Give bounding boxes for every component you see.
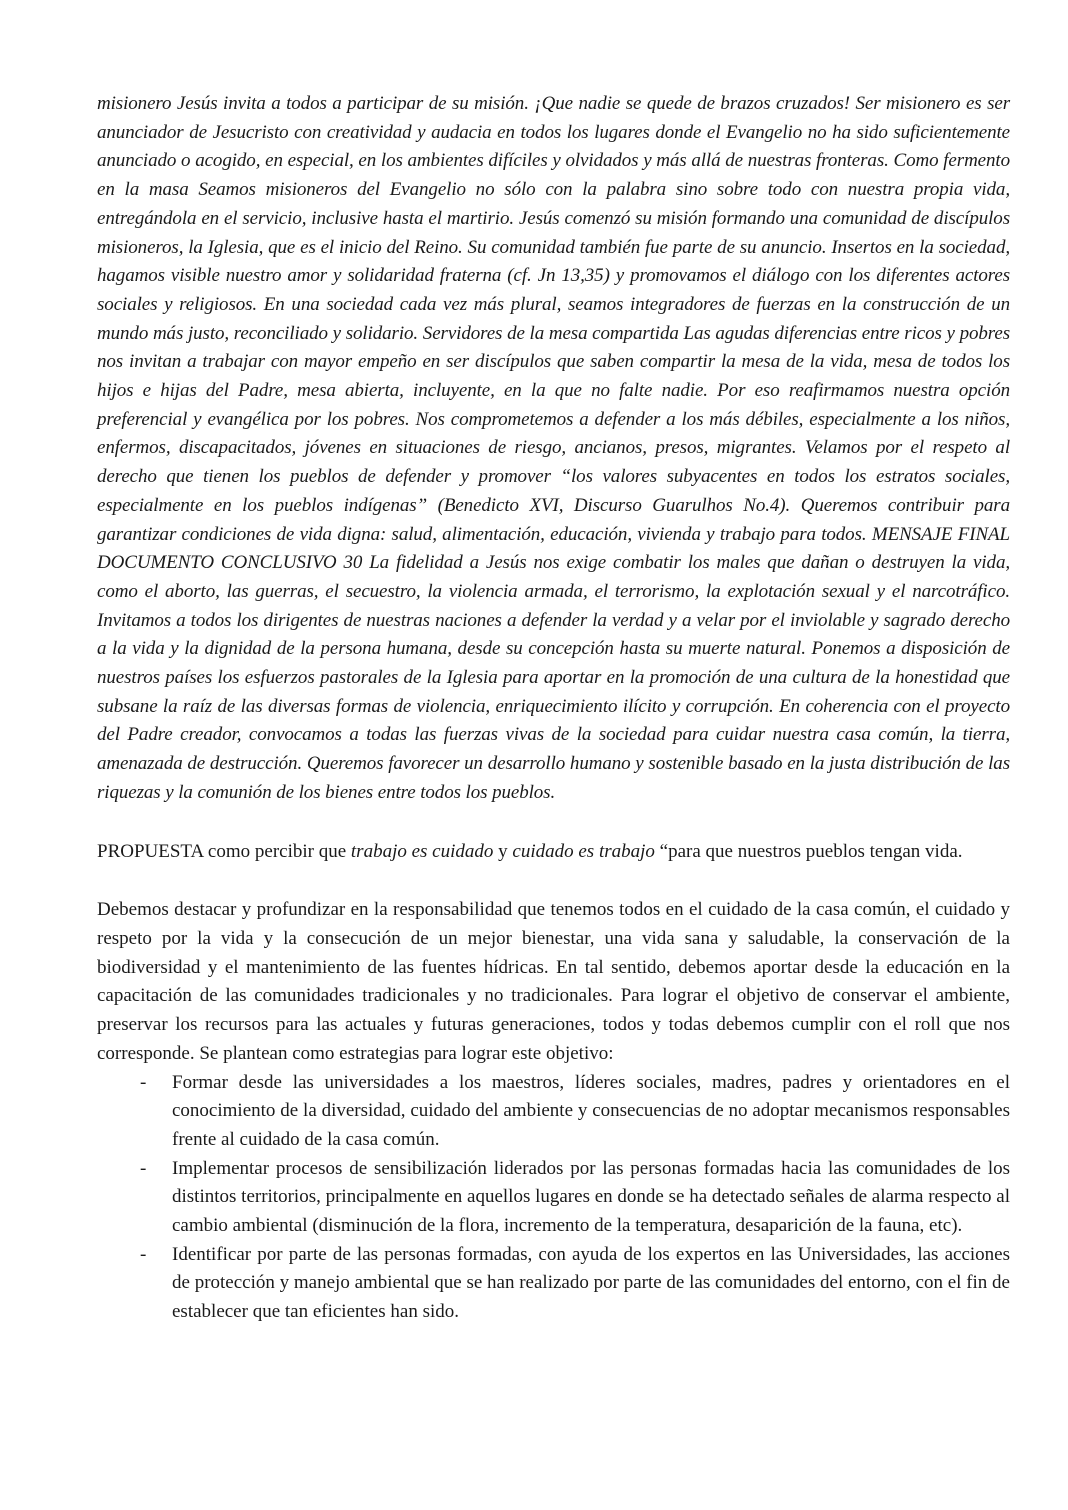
list-item	[97, 1241, 1010, 1327]
strategy-list	[97, 1069, 1010, 1327]
document-page	[97, 90, 1010, 1327]
propuesta-tail: “para que nuestros pueblos tengan vida.	[654, 840, 963, 862]
list-item-text: Formar desde las universidades a los maestros, líderes sociales, madres, padres y orientadores en el conocimiento de la diversidad, cuidado del ambiente y consecuencias de no adoptar mecanismos responsables frente al cuidado de la casa común.	[172, 1071, 1010, 1150]
bullet-marker: -	[140, 1157, 147, 1179]
list-item-text: Implementar procesos de sensibilización liderados por las personas formadas hacia las comunidades de los distintos territorios, principalmente en aquellos lugares en donde se ha detectado señales de alarma respecto al cambio ambiental (disminución de la flora, incremento de la temperatura, desaparición de la fauna, etc).	[172, 1157, 1010, 1237]
list-item	[97, 1155, 1010, 1241]
propuesta-lead: PROPUESTA como percibir que	[97, 840, 351, 862]
propuesta-emphasis-2: cuidado es trabajo	[512, 840, 655, 862]
list-item	[97, 1069, 1010, 1155]
propuesta-emphasis-1: trabajo es cuidado	[350, 840, 494, 862]
propuesta-mid: y	[493, 840, 513, 862]
list-item-text: Identificar por parte de las personas formadas, con ayuda de los expertos en las Universidades, las acciones de protección y manejo ambiental que se han realizado por parte de las comunidades del entorno, con el fin de establecer que tan eficientes han sido.	[172, 1243, 1010, 1323]
italic-quoted-paragraph: misionero Jesús invita a todos a participar de su misión. ¡Que nadie se quede de brazos cruzados! Ser misionero es ser anunciador de Jesucristo con creatividad y audacia en todos los lugares donde el Evangelio no ha sido suficientemente anunciado o acogido, en especial, en los ambientes difíciles y olvidados y más allá de nuestras fronteras. Como fermento en la masa Seamos misioneros del Evangelio no sólo con la palabra sino sobre todo con nuestra propia vida, entregándola en el servicio, inclusive hasta el martirio. Jesús comenzó su misión formando una comunidad de discípulos misioneros, la Iglesia, que es el inicio del Reino. Su comunidad también fue parte de su anuncio. Insertos en la sociedad, hagamos visible nuestro amor y solidaridad fraterna (cf. Jn 13,35) y promovamos el diálogo con los diferentes actores sociales y religiosos. En una sociedad cada vez más plural, seamos integradores de fuerzas en la construcción de un mundo más justo, reconciliado y solidario. Servidores de la mesa compartida Las agudas diferencias entre ricos y pobres nos invitan a trabajar con mayor empeño en ser discípulos que saben compartir la mesa de la vida, mesa de todos los hijos e hijas del Padre, mesa abierta, incluyente, en la que no falte nadie. Por eso reafirmamos nuestra opción preferencial y evangélica por los pobres. Nos comprometemos a defender a los más débiles, especialmente a los niños, enfermos, discapacitados, jóvenes en situaciones de riesgo, ancianos, presos, migrantes. Velamos por el respeto al derecho que tienen los pueblos de defender y promover “los valores subyacentes en todos los estratos sociales, especialmente en los pueblos indígenas” (Benedicto XVI, Discurso Guarulhos No.4). Queremos contribuir para garantizar condiciones de vida digna: salud, alimentación, educación, vivienda y trabajo para todos. MENSAJE FINAL DOCUMENTO CONCLUSIVO 30 La fidelidad a Jesús nos exige combatir los males que dañan o destruyen la vida, como el aborto, las guerras, el secuestro, la violencia armada, el terrorismo, la explotación sexual y el narcotráfico. Invitamos a todos los dirigentes de nuestras naciones a defender la verdad y a velar por el inviolable y sagrado derecho a la vida y la dignidad de la persona humana, desde su concepción hasta su muerte natural. Ponemos a disposición de nuestros países los esfuerzos pastorales de la Iglesia para aportar en la promoción de una cultura de la honestidad que subsane la raíz de las diversas formas de violencia, enriquecimiento ilícito y corrupción. En coherencia con el proyecto del Padre creador, convocamos a todas las fuerzas vivas de la sociedad para cuidar nuestra casa común, la tierra, amenazada de destrucción. Queremos favorecer un desarrollo humano y sostenible basado en la justa distribución de las riquezas y la comunión de los bienes entre todos los pueblos.	[97, 93, 1010, 803]
body-paragraph: Debemos destacar y profundizar en la responsabilidad que tenemos todos en el cuidado de la casa común, el cuidado y respeto por la vida y la consecución de un mejor bienestar, una vida sana y saludable, la conservación de la biodiversidad y el mantenimiento de las fuentes hídricas. En tal sentido, debemos aportar desde la educación en la capacitación de las comunidades tradicionales y no tradicionales. Para lograr el objetivo de conservar el ambiente, preservar los recursos para las actuales y futuras generaciones, todos y todas debemos cumplir con el roll que nos corresponde. Se plantean como estrategias para lograr este objetivo:	[97, 899, 1010, 1064]
bullet-marker: -	[140, 1071, 147, 1093]
bullet-marker: -	[140, 1243, 147, 1265]
propuesta-paragraph	[97, 838, 1010, 867]
